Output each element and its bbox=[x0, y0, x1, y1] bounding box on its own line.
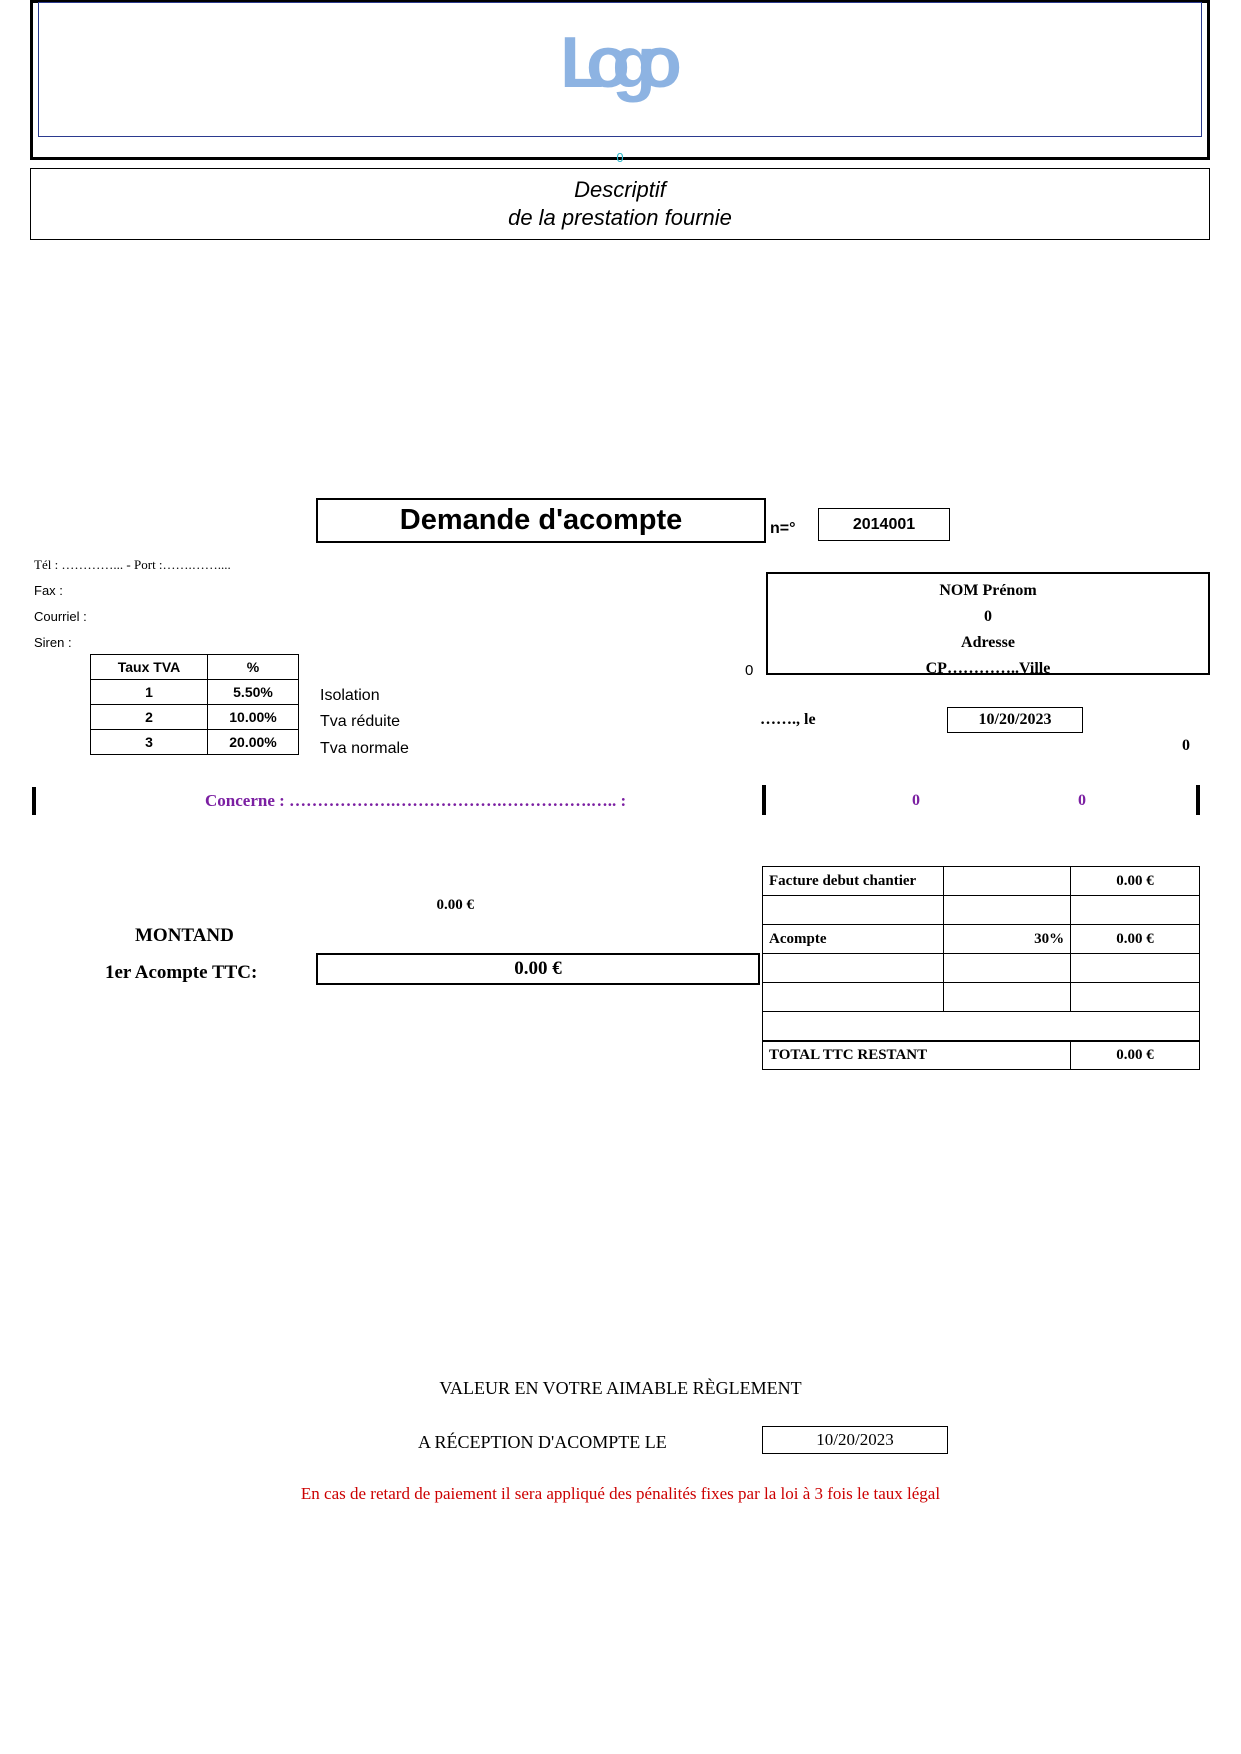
client-left-zero: 0 bbox=[745, 662, 754, 679]
summary-row-2-label: Acompte bbox=[763, 925, 944, 954]
tva-row-3-num: 3 bbox=[91, 730, 208, 755]
tva-row-3-pct: 20.00% bbox=[208, 730, 299, 755]
concerne-value-2: 0 bbox=[1078, 792, 1086, 809]
tva-header-pct: % bbox=[208, 655, 299, 680]
reception-acompte-label: A RÉCEPTION D'ACOMPTE LE bbox=[418, 1432, 667, 1452]
penalite-retard-text: En cas de retard de paiement il sera appliqué des pénalités fixes par la loi à 3 fois le taux légal bbox=[300, 1484, 941, 1503]
logo-letter-o: o bbox=[586, 23, 612, 103]
company-logo-text bbox=[38, 22, 1202, 104]
acompte-ttc-value[interactable]: 0.00 € bbox=[316, 953, 760, 985]
reception-date-field[interactable]: 10/20/2023 bbox=[762, 1426, 948, 1454]
logo-subtitle-zero: 0 bbox=[616, 150, 624, 165]
client-address-box[interactable] bbox=[766, 572, 1210, 675]
table-header-row bbox=[91, 655, 299, 680]
summary-row-2-mid: 30% bbox=[944, 925, 1071, 954]
logo-letter-l: L bbox=[560, 23, 587, 103]
summary-row-4-mid bbox=[944, 983, 1071, 1012]
contact-courriel: Courriel : bbox=[34, 609, 87, 624]
logo-letter-g: g bbox=[612, 23, 638, 103]
right-zero-value: 0 bbox=[1182, 737, 1190, 754]
summary-row-1-label bbox=[763, 896, 944, 925]
logo-letter-o2: o bbox=[637, 23, 680, 103]
client-name: NOM Prénom bbox=[939, 582, 1037, 599]
table-row bbox=[763, 1012, 1200, 1041]
table-row bbox=[763, 1041, 1200, 1070]
summary-row-6-label: TOTAL TTC RESTANT bbox=[763, 1041, 1071, 1070]
summary-row-4-value bbox=[1071, 983, 1200, 1012]
tva-table bbox=[90, 654, 299, 755]
acompte-ttc-label: 1er Acompte TTC: bbox=[105, 962, 258, 983]
table-row bbox=[763, 867, 1200, 896]
table-row bbox=[91, 730, 299, 755]
table-row bbox=[763, 954, 1200, 983]
contact-fax: Fax : bbox=[34, 583, 63, 598]
summary-row-5-label bbox=[763, 1012, 1200, 1041]
summary-row-4-label bbox=[763, 983, 944, 1012]
summary-row-3-value bbox=[1071, 954, 1200, 983]
table-row bbox=[763, 983, 1200, 1012]
summary-row-0-label: Facture debut chantier bbox=[763, 867, 944, 896]
concerne-middle-marker bbox=[762, 785, 766, 815]
contact-tel: Tél : …………... - Port :…….…….... bbox=[34, 557, 231, 572]
tva-row-1-pct: 5.50% bbox=[208, 680, 299, 705]
tva-row-1-desc: Isolation bbox=[320, 687, 380, 704]
table-row bbox=[91, 705, 299, 730]
table-row bbox=[91, 680, 299, 705]
montant-small-amount: 0.00 € bbox=[436, 897, 474, 913]
contact-siren: Siren : bbox=[34, 635, 72, 650]
table-row bbox=[763, 896, 1200, 925]
concerne-value-1: 0 bbox=[912, 792, 920, 809]
tva-row-2-desc: Tva réduite bbox=[320, 713, 401, 730]
summary-row-3-label bbox=[763, 954, 944, 983]
descriptif-box bbox=[30, 168, 1210, 240]
lieu-et-date-label: ……., le bbox=[760, 711, 816, 728]
concerne-right-marker bbox=[1196, 785, 1200, 815]
summary-row-1-mid bbox=[944, 896, 1071, 925]
client-address: Adresse bbox=[961, 634, 1015, 651]
client-city: CP…………..Ville bbox=[925, 660, 1051, 677]
document-title: Demande d'acompte bbox=[316, 498, 766, 543]
tva-header-taux: Taux TVA bbox=[91, 655, 208, 680]
document-number-label: n=° bbox=[770, 520, 796, 537]
summary-table bbox=[762, 866, 1200, 1070]
summary-row-6-value: 0.00 € bbox=[1071, 1041, 1200, 1070]
concerne-left-marker bbox=[32, 787, 36, 815]
summary-row-1-value bbox=[1071, 896, 1200, 925]
summary-row-3-mid bbox=[944, 954, 1071, 983]
document-date-field[interactable]: 10/20/2023 bbox=[947, 707, 1083, 733]
summary-row-0-value: 0.00 € bbox=[1071, 867, 1200, 896]
summary-row-0-mid bbox=[944, 867, 1071, 896]
concerne-label: Concerne : ……………….……………….…………….….. : bbox=[205, 791, 627, 810]
descriptif-line-2: de la prestation fournie bbox=[508, 205, 732, 230]
tva-row-3-desc: Tva normale bbox=[320, 740, 409, 757]
summary-row-2-value: 0.00 € bbox=[1071, 925, 1200, 954]
valeur-reglement-text: VALEUR EN VOTRE AIMABLE RÈGLEMENT bbox=[439, 1378, 802, 1398]
tva-row-2-num: 2 bbox=[91, 705, 208, 730]
table-row bbox=[763, 925, 1200, 954]
document-number-value[interactable]: 2014001 bbox=[818, 508, 950, 541]
descriptif-line-1: Descriptif bbox=[574, 177, 666, 202]
client-extra: 0 bbox=[984, 608, 992, 625]
tva-row-1-num: 1 bbox=[91, 680, 208, 705]
montant-label: MONTAND bbox=[135, 925, 234, 946]
tva-row-2-pct: 10.00% bbox=[208, 705, 299, 730]
